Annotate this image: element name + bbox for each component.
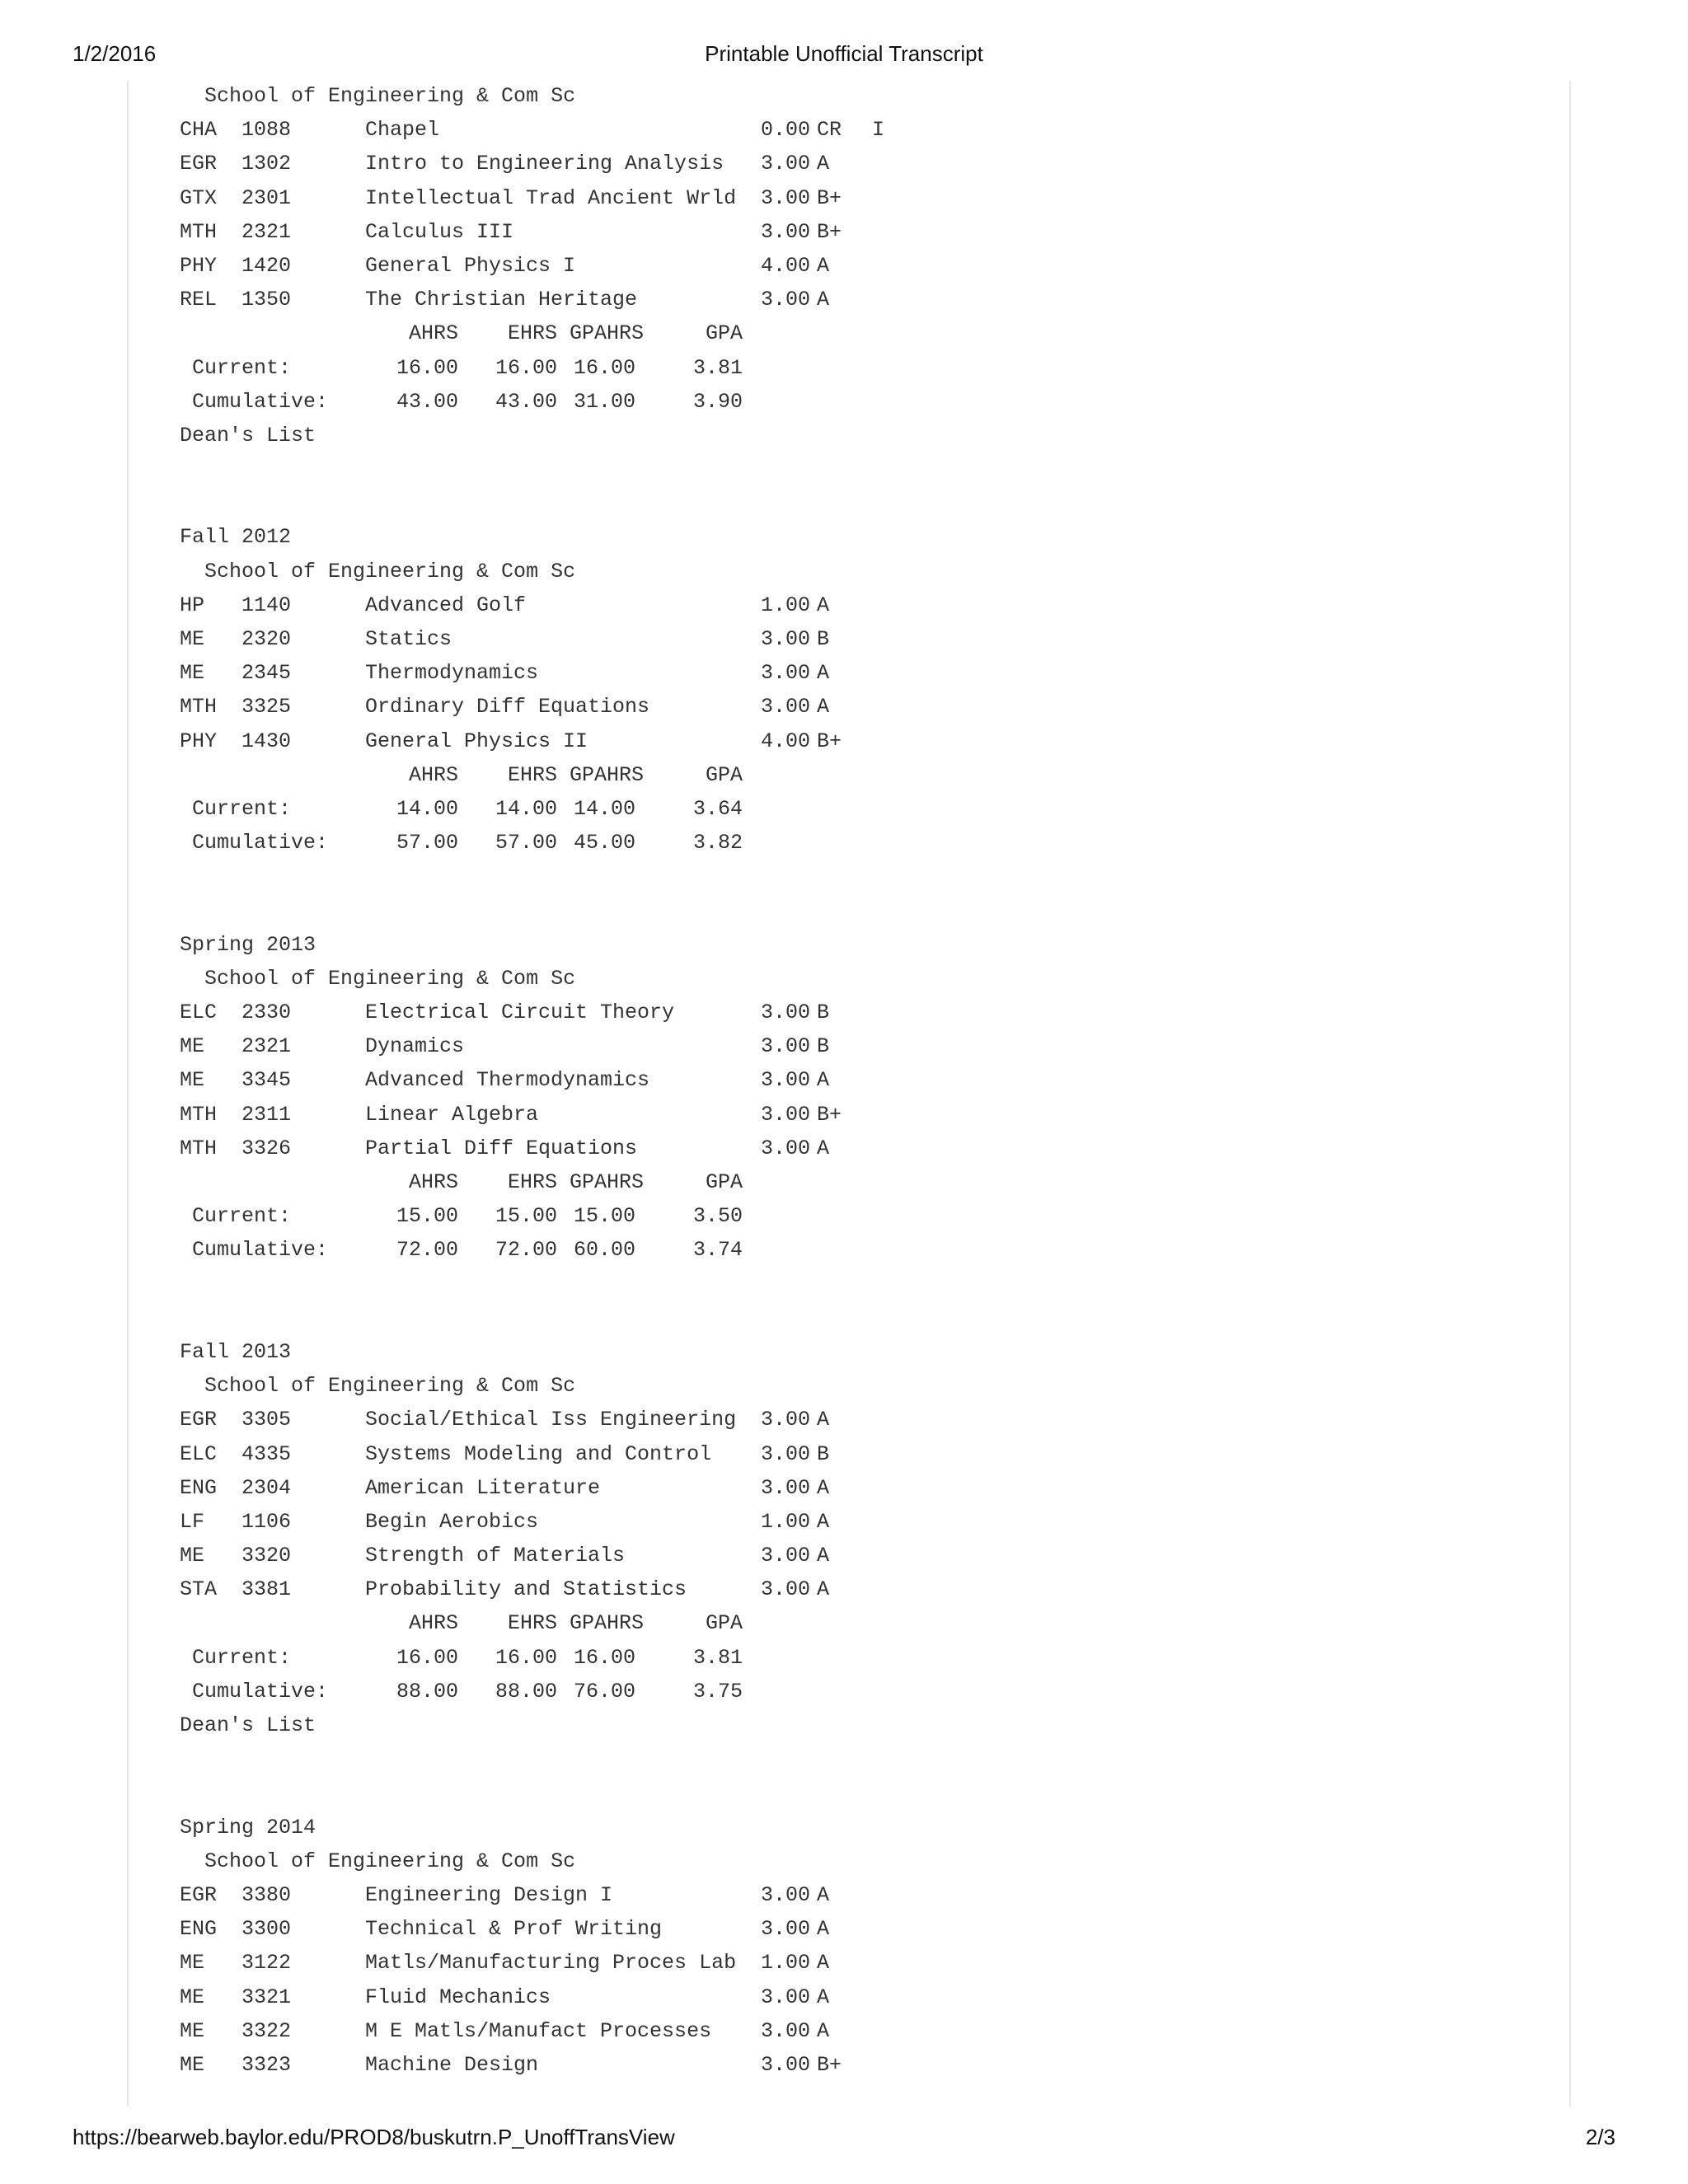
course-grade: A (817, 1917, 830, 1942)
course-hours: 3.00 (761, 1408, 811, 1432)
current-label: Current: (192, 1204, 292, 1229)
course-subject: MTH (180, 219, 218, 244)
current-gpahrs: 16.00 (573, 1645, 635, 1670)
footer-url: https://bearweb.baylor.edu/PROD8/buskutrn.P_UnoffTransView (73, 2125, 675, 2149)
course-grade: B+ (817, 219, 842, 244)
school-name: School of Engineering & Com Sc (204, 1374, 576, 1399)
course-number: 2330 (241, 1001, 292, 1025)
course-hours: 3.00 (761, 2052, 811, 2077)
course-title: Advanced Golf (365, 593, 527, 617)
course-number: 2301 (241, 185, 292, 210)
course-number: 2320 (241, 627, 292, 652)
course-hours: 3.00 (761, 288, 811, 312)
summary-header-ahrs: AHRS (408, 321, 458, 346)
term-name: Spring 2013 (180, 932, 316, 957)
term-name: Fall 2013 (180, 1339, 292, 1364)
course-hours: 3.00 (761, 2018, 811, 2043)
course-hours: 3.00 (761, 1883, 811, 1907)
course-grade: A (817, 253, 830, 278)
course-title: American Literature (365, 1475, 601, 1500)
current-ahrs: 15.00 (396, 1204, 458, 1229)
course-number: 3320 (241, 1544, 292, 1568)
course-title: Intellectual Trad Ancient Wrld (365, 185, 737, 210)
current-ahrs: 16.00 (396, 355, 458, 380)
course-title: Linear Algebra (365, 1102, 539, 1127)
course-hours: 3.00 (761, 1544, 811, 1568)
course-number: 3305 (241, 1408, 292, 1432)
summary-header-gpa: GPA (705, 1611, 743, 1636)
course-title: Partial Diff Equations (365, 1136, 638, 1160)
course-subject: PHY (180, 253, 218, 278)
course-number: 3345 (241, 1068, 292, 1093)
course-subject: ME (180, 627, 205, 652)
summary-header-gpahrs: GPAHRS (569, 762, 644, 787)
course-number: 2311 (241, 1102, 292, 1127)
current-label: Current: (192, 1645, 292, 1670)
honor-label: Dean's List (180, 423, 316, 448)
current-ehrs: 16.00 (495, 355, 557, 380)
cumulative-ahrs: 43.00 (396, 389, 458, 414)
course-title: Technical & Prof Writing (365, 1917, 663, 1942)
course-title: Ordinary Diff Equations (365, 695, 650, 719)
course-hours: 3.00 (761, 1001, 811, 1025)
cumulative-ahrs: 88.00 (396, 1679, 458, 1704)
course-grade: B (817, 627, 830, 652)
term-name: Spring 2014 (180, 1815, 316, 1840)
course-subject: EGR (180, 1408, 218, 1432)
course-grade: B+ (817, 1102, 842, 1127)
course-title: Social/Ethical Iss Engineering (365, 1408, 737, 1432)
course-title: Electrical Circuit Theory (365, 1001, 675, 1025)
cumulative-gpahrs: 76.00 (573, 1679, 635, 1704)
summary-header-ahrs: AHRS (408, 762, 458, 787)
current-ehrs: 16.00 (495, 1645, 557, 1670)
course-title: General Physics I (365, 253, 576, 278)
left-border-line (127, 81, 129, 2107)
course-subject: ENG (180, 1475, 218, 1500)
course-grade: A (817, 288, 830, 312)
course-subject: MTH (180, 695, 218, 719)
course-hours: 3.00 (761, 1577, 811, 1602)
course-grade: A (817, 661, 830, 686)
cumulative-ehrs: 88.00 (495, 1679, 557, 1704)
course-subject: EGR (180, 1883, 218, 1907)
course-hours: 3.00 (761, 1475, 811, 1500)
course-number: 3322 (241, 2018, 292, 2043)
course-note: I (872, 118, 885, 143)
course-number: 1350 (241, 288, 292, 312)
course-grade: CR (817, 118, 842, 143)
course-grade: A (817, 593, 830, 617)
course-grade: A (817, 1544, 830, 1568)
cumulative-ahrs: 72.00 (396, 1238, 458, 1263)
course-number: 1106 (241, 1509, 292, 1534)
course-grade: A (817, 1475, 830, 1500)
course-number: 3380 (241, 1883, 292, 1907)
cumulative-gpahrs: 45.00 (573, 831, 635, 855)
course-title: Chapel (365, 118, 440, 143)
course-grade: B+ (817, 185, 842, 210)
course-title: Systems Modeling and Control (365, 1441, 712, 1466)
cumulative-label: Cumulative: (192, 1679, 329, 1704)
course-number: 3325 (241, 695, 292, 719)
course-hours: 3.00 (761, 1102, 811, 1127)
course-subject: ELC (180, 1441, 218, 1466)
cumulative-gpa: 3.75 (692, 1679, 743, 1704)
page-title: Printable Unofficial Transcript (705, 41, 983, 66)
course-hours: 3.00 (761, 1441, 811, 1466)
cumulative-label: Cumulative: (192, 831, 329, 855)
course-subject: ME (180, 1985, 205, 2009)
course-subject: EGR (180, 152, 218, 176)
course-number: 1302 (241, 152, 292, 176)
course-title: Calculus III (365, 219, 514, 244)
summary-header-ahrs: AHRS (408, 1170, 458, 1195)
school-name: School of Engineering & Com Sc (204, 84, 576, 108)
cumulative-ehrs: 57.00 (495, 831, 557, 855)
current-gpa: 3.50 (692, 1204, 743, 1229)
cumulative-gpa: 3.74 (692, 1238, 743, 1263)
course-grade: A (817, 1408, 830, 1432)
summary-header-ehrs: EHRS (507, 762, 557, 787)
course-number: 1088 (241, 118, 292, 143)
course-subject: ME (180, 1034, 205, 1059)
course-number: 3381 (241, 1577, 292, 1602)
current-ahrs: 14.00 (396, 796, 458, 821)
current-ahrs: 16.00 (396, 1645, 458, 1670)
course-subject: MTH (180, 1136, 218, 1160)
course-title: General Physics II (365, 729, 588, 753)
current-gpa: 3.81 (692, 355, 743, 380)
cumulative-gpahrs: 31.00 (573, 389, 635, 414)
right-border-line (1569, 81, 1571, 2107)
course-title: Thermodynamics (365, 661, 539, 686)
course-title: Machine Design (365, 2052, 539, 2077)
current-gpahrs: 15.00 (573, 1204, 635, 1229)
current-gpa: 3.64 (692, 796, 743, 821)
school-name: School of Engineering & Com Sc (204, 966, 576, 991)
course-subject: ME (180, 1068, 205, 1093)
course-title: The Christian Heritage (365, 288, 638, 312)
course-number: 1430 (241, 729, 292, 753)
course-hours: 3.00 (761, 219, 811, 244)
cumulative-ahrs: 57.00 (396, 831, 458, 855)
cumulative-label: Cumulative: (192, 1238, 329, 1263)
current-label: Current: (192, 796, 292, 821)
course-grade: A (817, 1577, 830, 1602)
course-subject: HP (180, 593, 205, 617)
course-subject: PHY (180, 729, 218, 753)
print-date: 1/2/2016 (73, 41, 157, 66)
summary-header-gpahrs: GPAHRS (569, 1170, 644, 1195)
current-label: Current: (192, 355, 292, 380)
school-name: School of Engineering & Com Sc (204, 559, 576, 583)
course-hours: 0.00 (761, 118, 811, 143)
course-number: 1420 (241, 253, 292, 278)
summary-header-ahrs: AHRS (408, 1611, 458, 1636)
course-number: 3122 (241, 1951, 292, 1975)
course-hours: 1.00 (761, 593, 811, 617)
current-gpa: 3.81 (692, 1645, 743, 1670)
course-title: Statics (365, 627, 452, 652)
course-grade: A (817, 152, 830, 176)
summary-header-gpa: GPA (705, 1170, 743, 1195)
cumulative-label: Cumulative: (192, 389, 329, 414)
course-grade: A (817, 695, 830, 719)
school-name: School of Engineering & Com Sc (204, 1849, 576, 1873)
course-grade: A (817, 1883, 830, 1907)
course-number: 4335 (241, 1441, 292, 1466)
course-subject: STA (180, 1577, 218, 1602)
course-hours: 3.00 (761, 1917, 811, 1942)
course-subject: ME (180, 2052, 205, 2077)
course-hours: 3.00 (761, 1034, 811, 1059)
current-gpahrs: 16.00 (573, 355, 635, 380)
term-name: Fall 2012 (180, 525, 292, 550)
course-hours: 3.00 (761, 695, 811, 719)
course-hours: 3.00 (761, 1985, 811, 2009)
course-subject: ME (180, 661, 205, 686)
course-number: 2321 (241, 219, 292, 244)
course-subject: ENG (180, 1917, 218, 1942)
course-hours: 1.00 (761, 1509, 811, 1534)
cumulative-ehrs: 72.00 (495, 1238, 557, 1263)
course-subject: REL (180, 288, 218, 312)
course-subject: MTH (180, 1102, 218, 1127)
course-number: 2345 (241, 661, 292, 686)
course-grade: A (817, 1136, 830, 1160)
summary-header-gpa: GPA (705, 762, 743, 787)
current-ehrs: 15.00 (495, 1204, 557, 1229)
course-grade: A (817, 2018, 830, 2043)
course-number: 2321 (241, 1034, 292, 1059)
course-grade: A (817, 1985, 830, 2009)
course-hours: 3.00 (761, 661, 811, 686)
course-number: 3300 (241, 1917, 292, 1942)
course-hours: 4.00 (761, 253, 811, 278)
summary-header-gpahrs: GPAHRS (569, 321, 644, 346)
course-hours: 1.00 (761, 1951, 811, 1975)
course-number: 3321 (241, 1985, 292, 2009)
course-title: Engineering Design I (365, 1883, 613, 1907)
course-subject: ELC (180, 1001, 218, 1025)
course-grade: B+ (817, 2052, 842, 2077)
course-subject: LF (180, 1509, 205, 1534)
course-hours: 3.00 (761, 185, 811, 210)
course-subject: ME (180, 1544, 205, 1568)
course-title: Fluid Mechanics (365, 1985, 551, 2009)
course-title: Dynamics (365, 1034, 465, 1059)
summary-header-gpa: GPA (705, 321, 743, 346)
course-title: Begin Aerobics (365, 1509, 539, 1534)
course-grade: A (817, 1951, 830, 1975)
cumulative-ehrs: 43.00 (495, 389, 557, 414)
course-number: 1140 (241, 593, 292, 617)
course-subject: GTX (180, 185, 218, 210)
course-title: Intro to Engineering Analysis (365, 152, 724, 176)
course-grade: B (817, 1001, 830, 1025)
course-subject: CHA (180, 118, 218, 143)
cumulative-gpa: 3.82 (692, 831, 743, 855)
course-hours: 3.00 (761, 1136, 811, 1160)
course-hours: 3.00 (761, 627, 811, 652)
course-title: Strength of Materials (365, 1544, 626, 1568)
honor-label: Dean's List (180, 1713, 316, 1738)
course-grade: B (817, 1441, 830, 1466)
course-hours: 3.00 (761, 1068, 811, 1093)
summary-header-ehrs: EHRS (507, 1170, 557, 1195)
course-grade: A (817, 1068, 830, 1093)
course-grade: B+ (817, 729, 842, 753)
current-ehrs: 14.00 (495, 796, 557, 821)
course-title: M E Matls/Manufact Processes (365, 2018, 712, 2043)
course-grade: A (817, 1509, 830, 1534)
course-title: Advanced Thermodynamics (365, 1068, 650, 1093)
cumulative-gpa: 3.90 (692, 389, 743, 414)
summary-header-gpahrs: GPAHRS (569, 1611, 644, 1636)
page-number: 2/3 (1585, 2125, 1615, 2149)
course-title: Matls/Manufacturing Proces Lab (365, 1951, 737, 1975)
course-subject: ME (180, 1951, 205, 1975)
summary-header-ehrs: EHRS (507, 1611, 557, 1636)
course-hours: 4.00 (761, 729, 811, 753)
course-title: Probability and Statistics (365, 1577, 687, 1602)
current-gpahrs: 14.00 (573, 796, 635, 821)
course-number: 2304 (241, 1475, 292, 1500)
cumulative-gpahrs: 60.00 (573, 1238, 635, 1263)
course-subject: ME (180, 2018, 205, 2043)
summary-header-ehrs: EHRS (507, 321, 557, 346)
course-number: 3326 (241, 1136, 292, 1160)
course-grade: B (817, 1034, 830, 1059)
course-number: 3323 (241, 2052, 292, 2077)
course-hours: 3.00 (761, 152, 811, 176)
